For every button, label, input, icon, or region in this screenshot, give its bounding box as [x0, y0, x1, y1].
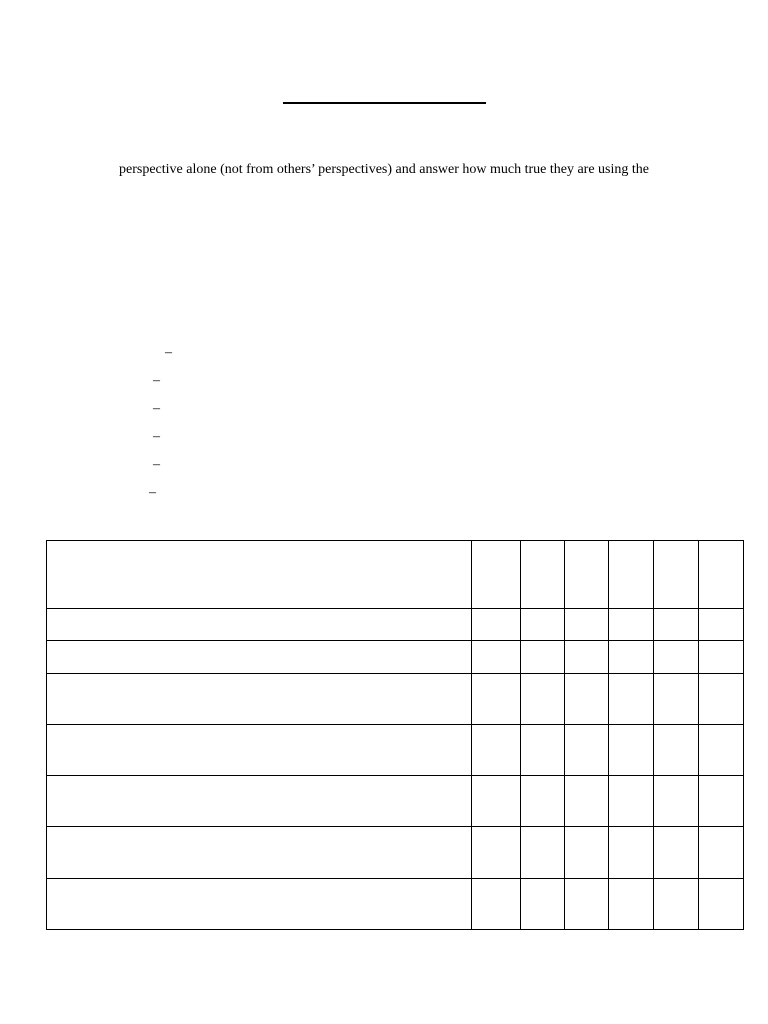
rating-cell[interactable]: [472, 776, 521, 827]
rating-cell[interactable]: [472, 725, 521, 776]
table-row: [47, 674, 744, 725]
title-underline: [283, 102, 486, 104]
table-row: [47, 827, 744, 879]
scale-marker-4: –: [153, 429, 160, 444]
header-statement-cell: [47, 541, 472, 609]
rating-cell[interactable]: [699, 674, 744, 725]
rating-cell[interactable]: [699, 641, 744, 674]
rating-cell[interactable]: [609, 879, 654, 930]
rating-cell[interactable]: [654, 641, 699, 674]
header-rating-cell: [699, 541, 744, 609]
rating-cell[interactable]: [565, 609, 609, 641]
statement-cell: [47, 827, 472, 879]
rating-cell[interactable]: [565, 827, 609, 879]
rating-cell[interactable]: [654, 776, 699, 827]
rating-cell[interactable]: [472, 609, 521, 641]
statement-cell: [47, 776, 472, 827]
rating-cell[interactable]: [699, 609, 744, 641]
table-header-row: [47, 541, 744, 609]
rating-cell[interactable]: [565, 776, 609, 827]
rating-cell[interactable]: [521, 776, 565, 827]
rating-cell[interactable]: [654, 725, 699, 776]
header-rating-cell: [609, 541, 654, 609]
scale-marker-3: –: [153, 401, 160, 416]
rating-cell[interactable]: [521, 641, 565, 674]
rating-cell[interactable]: [521, 609, 565, 641]
header-rating-cell: [565, 541, 609, 609]
statement-cell: [47, 879, 472, 930]
rating-cell[interactable]: [521, 879, 565, 930]
rating-cell[interactable]: [565, 879, 609, 930]
rating-cell[interactable]: [609, 609, 654, 641]
rating-cell[interactable]: [472, 827, 521, 879]
header-rating-cell: [654, 541, 699, 609]
rating-cell[interactable]: [472, 879, 521, 930]
scale-marker-5: –: [153, 457, 160, 472]
rating-cell[interactable]: [654, 609, 699, 641]
table-row: [47, 609, 744, 641]
header-rating-cell: [521, 541, 565, 609]
rating-cell[interactable]: [654, 827, 699, 879]
table-row: [47, 641, 744, 674]
rating-cell[interactable]: [472, 641, 521, 674]
rating-cell[interactable]: [699, 776, 744, 827]
rating-cell[interactable]: [565, 641, 609, 674]
rating-cell[interactable]: [565, 674, 609, 725]
rating-cell[interactable]: [521, 674, 565, 725]
rating-cell[interactable]: [609, 641, 654, 674]
instruction-text: perspective alone (not from others’ perspectives) and answer how much true they are using the: [119, 162, 649, 177]
statement-cell: [47, 609, 472, 641]
rating-cell[interactable]: [699, 827, 744, 879]
table-row: [47, 776, 744, 827]
scale-marker-2: –: [153, 373, 160, 388]
scale-marker-6: –: [149, 485, 156, 500]
rating-cell[interactable]: [654, 674, 699, 725]
rating-cell[interactable]: [521, 725, 565, 776]
rating-cell[interactable]: [472, 674, 521, 725]
rating-cell[interactable]: [654, 879, 699, 930]
rating-cell[interactable]: [609, 674, 654, 725]
rating-cell[interactable]: [565, 725, 609, 776]
header-rating-cell: [472, 541, 521, 609]
rating-cell[interactable]: [609, 776, 654, 827]
table-row: [47, 725, 744, 776]
statement-cell: [47, 641, 472, 674]
survey-table: [46, 540, 744, 930]
table-row: [47, 879, 744, 930]
rating-cell[interactable]: [699, 879, 744, 930]
rating-cell[interactable]: [609, 725, 654, 776]
rating-cell[interactable]: [609, 827, 654, 879]
rating-cell[interactable]: [699, 725, 744, 776]
scale-marker-1: –: [165, 345, 172, 360]
statement-cell: [47, 725, 472, 776]
statement-cell: [47, 674, 472, 725]
rating-cell[interactable]: [521, 827, 565, 879]
